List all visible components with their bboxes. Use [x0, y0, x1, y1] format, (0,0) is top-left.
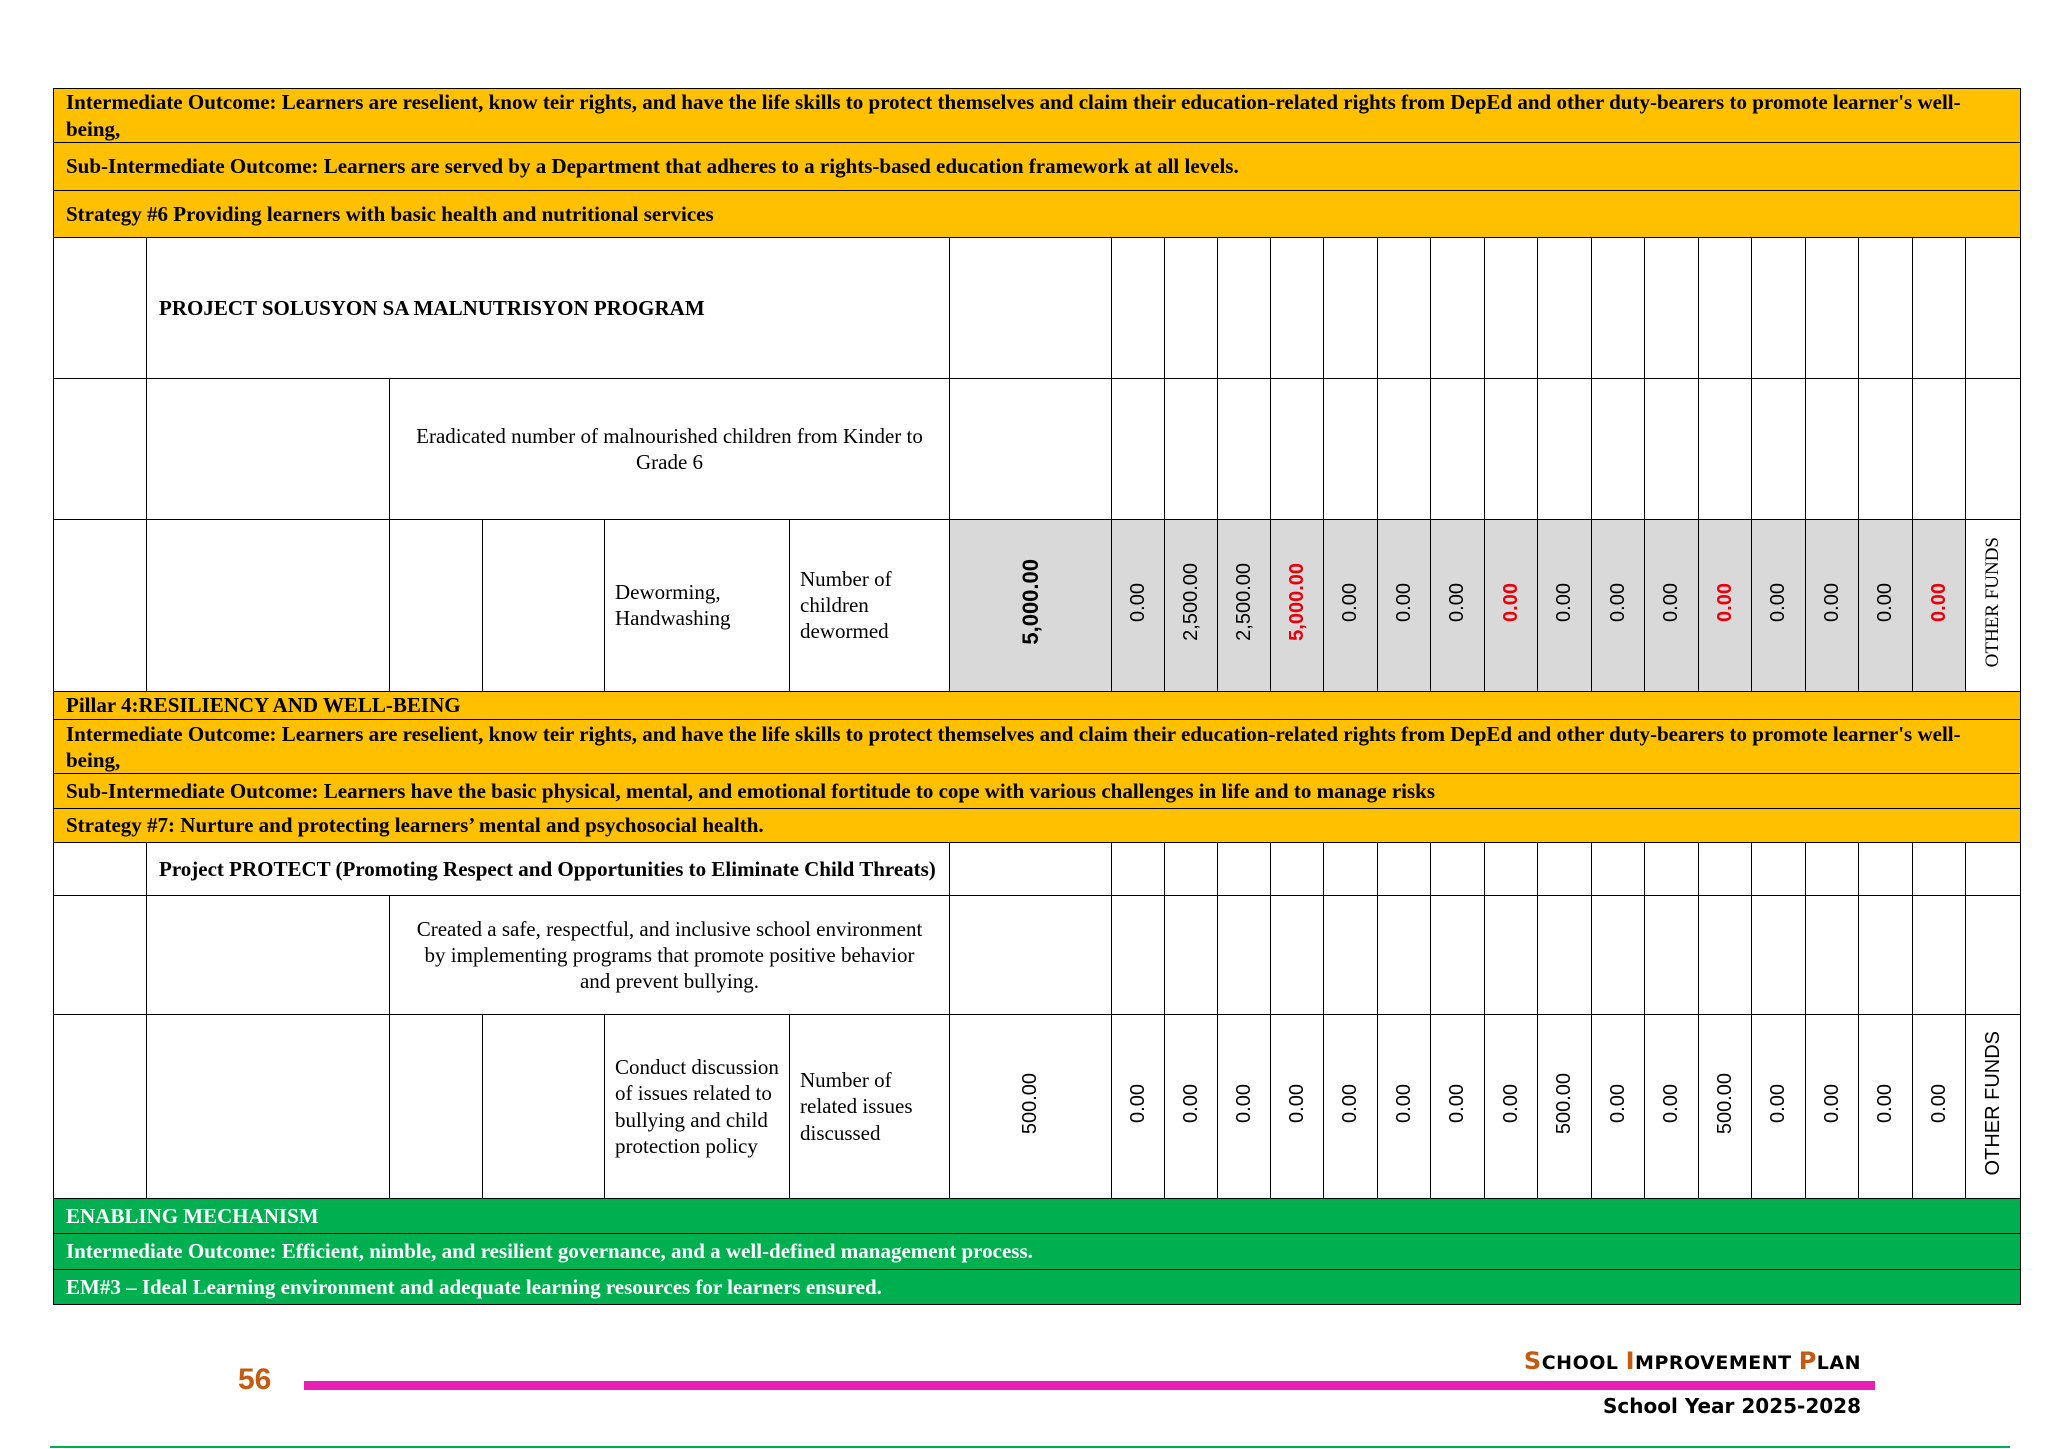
blank-cell — [1218, 842, 1271, 895]
project-row — [54, 842, 2021, 895]
budget-value: 2,500.00 — [1232, 563, 1255, 642]
budget-value: 0.00 — [1392, 582, 1415, 622]
blank-cell — [1966, 378, 2021, 519]
budget-value-cell — [1431, 519, 1485, 691]
title-initial: I — [1625, 1347, 1636, 1375]
objective-text: Created a safe, respectful, and inclusive school environment by implementing programs that promote positive behavior and prevent bullying. — [390, 896, 950, 1015]
blank-cell — [1431, 378, 1485, 519]
title-part: MPROVEMENT — [1635, 1352, 1799, 1374]
blank-cell — [1378, 378, 1431, 519]
blank-cell — [1485, 237, 1538, 378]
activity-text: Conduct discussion of issues related to bullying and child protection policy — [605, 1014, 790, 1198]
budget-value: 0.00 — [1606, 1083, 1629, 1123]
blank-cell — [147, 378, 390, 519]
budget-value-cell — [1592, 519, 1645, 691]
blank-cell — [1165, 896, 1218, 1015]
document-title — [1524, 1347, 1861, 1375]
blank-cell — [1592, 896, 1645, 1015]
budget-value-cell — [1218, 1014, 1271, 1198]
budget-value-cell — [1165, 1014, 1218, 1198]
budget-value: 0.00 — [1499, 1083, 1522, 1123]
budget-value: 500.00 — [1553, 1072, 1575, 1135]
blank-cell — [1538, 896, 1592, 1015]
budget-value-cell — [950, 519, 1112, 691]
budget-value-cell — [1592, 1014, 1645, 1198]
budget-value: 0.00 — [1446, 1083, 1468, 1123]
blank-cell — [1966, 237, 2021, 378]
blank-cell — [1806, 237, 1859, 378]
budget-value: 0.00 — [1285, 1083, 1308, 1123]
blank-cell — [147, 519, 390, 691]
blank-cell — [1806, 378, 1859, 519]
em-band: EM#3 – Ideal Learning environment and adequate learning resources for learners ensured. — [54, 1269, 2021, 1304]
blank-cell — [390, 1014, 483, 1198]
blank-cell — [1165, 842, 1218, 895]
fund-source: OTHER FUNDS — [1981, 1031, 2004, 1176]
blank-cell — [1699, 237, 1752, 378]
blank-cell — [1378, 896, 1431, 1015]
budget-value-cell — [1913, 1014, 1966, 1198]
budget-value: 0.00 — [1874, 1083, 1896, 1123]
budget-value: 0.00 — [1339, 582, 1361, 622]
blank-cell — [54, 378, 147, 519]
blank-cell — [1112, 842, 1165, 895]
budget-value: 0.00 — [1392, 1083, 1415, 1123]
blank-cell — [1112, 378, 1165, 519]
blank-cell — [1645, 842, 1699, 895]
budget-value: 0.00 — [1927, 582, 1950, 622]
blank-cell — [1271, 896, 1324, 1015]
budget-value-cell — [1378, 519, 1431, 691]
blank-cell — [950, 237, 1112, 378]
budget-value-cell — [1165, 519, 1218, 691]
objective-row — [54, 896, 2021, 1015]
blank-cell — [1485, 378, 1538, 519]
activity-text: Deworming, Handwashing — [605, 519, 790, 691]
intermediate-outcome-band: Intermediate Outcome: Learners are reselient, know teir rights, and have the life skills to protect themselves and claim their education-related rights from DepEd and other duty-bearers to promote learner's well-being, — [54, 720, 2021, 774]
blank-cell — [1218, 237, 1271, 378]
footer-divider — [304, 1381, 1875, 1390]
blank-cell — [1378, 237, 1431, 378]
blank-cell — [1271, 237, 1324, 378]
blank-cell — [1324, 237, 1378, 378]
budget-value: 2,500.00 — [1179, 563, 1202, 642]
title-initial: S — [1523, 1347, 1542, 1375]
blank-cell — [1271, 378, 1324, 519]
blank-cell — [147, 896, 390, 1015]
strategy-band: Strategy #6 Providing learners with basic health and nutritional services — [54, 190, 2021, 237]
blank-cell — [1218, 896, 1271, 1015]
budget-value-cell — [1378, 1014, 1431, 1198]
budget-value: 0.00 — [1553, 582, 1575, 622]
strategy-band: Strategy #7: Nurture and protecting learners’ mental and psychosocial health. — [54, 808, 2021, 842]
blank-cell — [483, 519, 605, 691]
budget-value-cell — [1752, 519, 1806, 691]
improvement-plan-table — [53, 88, 2021, 1305]
budget-value-cell — [1913, 519, 1966, 691]
blank-cell — [54, 842, 147, 895]
budget-value: 0.00 — [1126, 1083, 1149, 1123]
blank-cell — [1859, 842, 1913, 895]
indicator-text: Number of related issues discussed — [790, 1014, 950, 1198]
blank-cell — [1752, 842, 1806, 895]
budget-value-cell — [1752, 1014, 1806, 1198]
intermediate-outcome-band: Intermediate Outcome: Efficient, nimble, and resilient governance, and a well-defined management process. — [54, 1234, 2021, 1269]
budget-value-cell — [1485, 519, 1538, 691]
blank-cell — [1859, 896, 1913, 1015]
budget-value: 0.00 — [1446, 582, 1468, 622]
budget-value: 0.00 — [1339, 1083, 1361, 1123]
budget-value: 0.00 — [1927, 1083, 1950, 1123]
blank-cell — [1966, 896, 2021, 1015]
budget-value-cell — [1218, 519, 1271, 691]
budget-value-cell — [1112, 519, 1165, 691]
blank-cell — [54, 519, 147, 691]
blank-cell — [1645, 378, 1699, 519]
school-year: School Year 2025-2028 — [1603, 1394, 1861, 1418]
blank-cell — [1645, 237, 1699, 378]
title-initial: P — [1798, 1347, 1817, 1375]
blank-cell — [1592, 378, 1645, 519]
blank-cell — [1112, 896, 1165, 1015]
blank-cell — [1218, 378, 1271, 519]
blank-cell — [1165, 378, 1218, 519]
blank-cell — [54, 1014, 147, 1198]
blank-cell — [1913, 237, 1966, 378]
fund-source: OTHER FUNDS — [1982, 537, 2004, 668]
blank-cell — [1431, 237, 1485, 378]
blank-cell — [1806, 896, 1859, 1015]
budget-value: 0.00 — [1232, 1083, 1255, 1123]
budget-value-cell — [1645, 1014, 1699, 1198]
blank-cell — [1538, 237, 1592, 378]
blank-cell — [54, 896, 147, 1015]
blank-cell — [1324, 896, 1378, 1015]
budget-value-cell — [1271, 519, 1324, 691]
budget-value: 5,000.00 — [1285, 563, 1308, 642]
budget-value-cell — [1859, 519, 1913, 691]
blank-cell — [1378, 842, 1431, 895]
blank-cell — [1752, 237, 1806, 378]
blank-cell — [1645, 896, 1699, 1015]
title-part: LAN — [1816, 1352, 1861, 1374]
budget-value-cell — [1806, 519, 1859, 691]
blank-cell — [1752, 896, 1806, 1015]
budget-value: 0.00 — [1713, 582, 1736, 622]
budget-value: 5,000.00 — [1017, 559, 1043, 646]
budget-value: 0.00 — [1767, 582, 1789, 622]
pillar-band: Pillar 4:RESILIENCY AND WELL-BEING — [54, 691, 2021, 719]
budget-value-cell — [1538, 1014, 1592, 1198]
objective-row — [54, 378, 2021, 519]
blank-cell — [483, 1014, 605, 1198]
blank-cell — [147, 1014, 390, 1198]
project-row — [54, 237, 2021, 378]
blank-cell — [1859, 237, 1913, 378]
enabling-mechanism-band: ENABLING MECHANISM — [54, 1199, 2021, 1234]
page-number: 56 — [238, 1363, 272, 1396]
budget-value-cell — [1324, 1014, 1378, 1198]
blank-cell — [1485, 896, 1538, 1015]
blank-cell — [1324, 842, 1378, 895]
budget-value: 500.00 — [1019, 1072, 1041, 1135]
blank-cell — [390, 519, 483, 691]
budget-value-cell — [1699, 519, 1752, 691]
budget-value: 0.00 — [1126, 582, 1149, 622]
budget-value: 0.00 — [1820, 582, 1843, 622]
budget-value: 0.00 — [1660, 582, 1682, 622]
blank-cell — [950, 378, 1112, 519]
budget-value-cell — [1112, 1014, 1165, 1198]
budget-value: 500.00 — [1713, 1072, 1736, 1135]
blank-cell — [1112, 237, 1165, 378]
fund-source-cell — [1966, 519, 2021, 691]
budget-value-cell — [1699, 1014, 1752, 1198]
blank-cell — [1592, 842, 1645, 895]
project-title: Project PROTECT (Promoting Respect and Opportunities to Eliminate Child Threats) — [147, 842, 950, 895]
blank-cell — [1913, 378, 1966, 519]
blank-cell — [54, 237, 147, 378]
sub-intermediate-outcome-band: Sub-Intermediate Outcome: Learners are served by a Department that adheres to a rights-based education framework at all levels. — [54, 143, 2021, 190]
budget-value-cell — [1431, 1014, 1485, 1198]
blank-cell — [1752, 378, 1806, 519]
budget-value: 0.00 — [1660, 1083, 1682, 1123]
blank-cell — [1806, 842, 1859, 895]
budget-value-cell — [1324, 519, 1378, 691]
budget-value: 0.00 — [1179, 1083, 1202, 1123]
blank-cell — [950, 842, 1112, 895]
blank-cell — [1699, 378, 1752, 519]
blank-cell — [1431, 842, 1485, 895]
blank-cell — [1913, 896, 1966, 1015]
activity-row — [54, 519, 2021, 691]
title-part: CHOOL — [1541, 1352, 1626, 1374]
blank-cell — [1699, 896, 1752, 1015]
budget-value-cell — [1806, 1014, 1859, 1198]
objective-text: Eradicated number of malnourished children from Kinder to Grade 6 — [390, 378, 950, 519]
blank-cell — [1966, 842, 2021, 895]
activity-row — [54, 1014, 2021, 1198]
budget-value-cell — [950, 1014, 1112, 1198]
blank-cell — [1592, 237, 1645, 378]
budget-value-cell — [1538, 519, 1592, 691]
blank-cell — [1271, 842, 1324, 895]
budget-value: 0.00 — [1767, 1083, 1789, 1123]
budget-value: 0.00 — [1874, 582, 1896, 622]
blank-cell — [1485, 842, 1538, 895]
budget-value-cell — [1485, 1014, 1538, 1198]
fund-source-cell — [1966, 1014, 2021, 1198]
blank-cell — [1859, 378, 1913, 519]
budget-value: 0.00 — [1499, 582, 1522, 622]
budget-value-cell — [1859, 1014, 1913, 1198]
indicator-text: Number of children dewormed — [790, 519, 950, 691]
blank-cell — [1699, 842, 1752, 895]
intermediate-outcome-band: Intermediate Outcome: Learners are reselient, know teir rights, and have the life skills to protect themselves and claim their education-related rights from DepEd and other duty-bearers to promote learner's well-being, — [54, 89, 2021, 143]
budget-value: 0.00 — [1820, 1083, 1843, 1123]
blank-cell — [1431, 896, 1485, 1015]
blank-cell — [1324, 378, 1378, 519]
blank-cell — [1538, 842, 1592, 895]
budget-value-cell — [1271, 1014, 1324, 1198]
budget-value: 0.00 — [1606, 582, 1629, 622]
project-title: PROJECT SOLUSYON SA MALNUTRISYON PROGRAM — [147, 237, 950, 378]
blank-cell — [950, 896, 1112, 1015]
blank-cell — [1538, 378, 1592, 519]
bottom-divider — [50, 1446, 2010, 1448]
budget-value-cell — [1645, 519, 1699, 691]
blank-cell — [1913, 842, 1966, 895]
sub-intermediate-outcome-band: Sub-Intermediate Outcome: Learners have the basic physical, mental, and emotional fortitude to cope with various challenges in life and to manage risks — [54, 774, 2021, 808]
blank-cell — [1165, 237, 1218, 378]
